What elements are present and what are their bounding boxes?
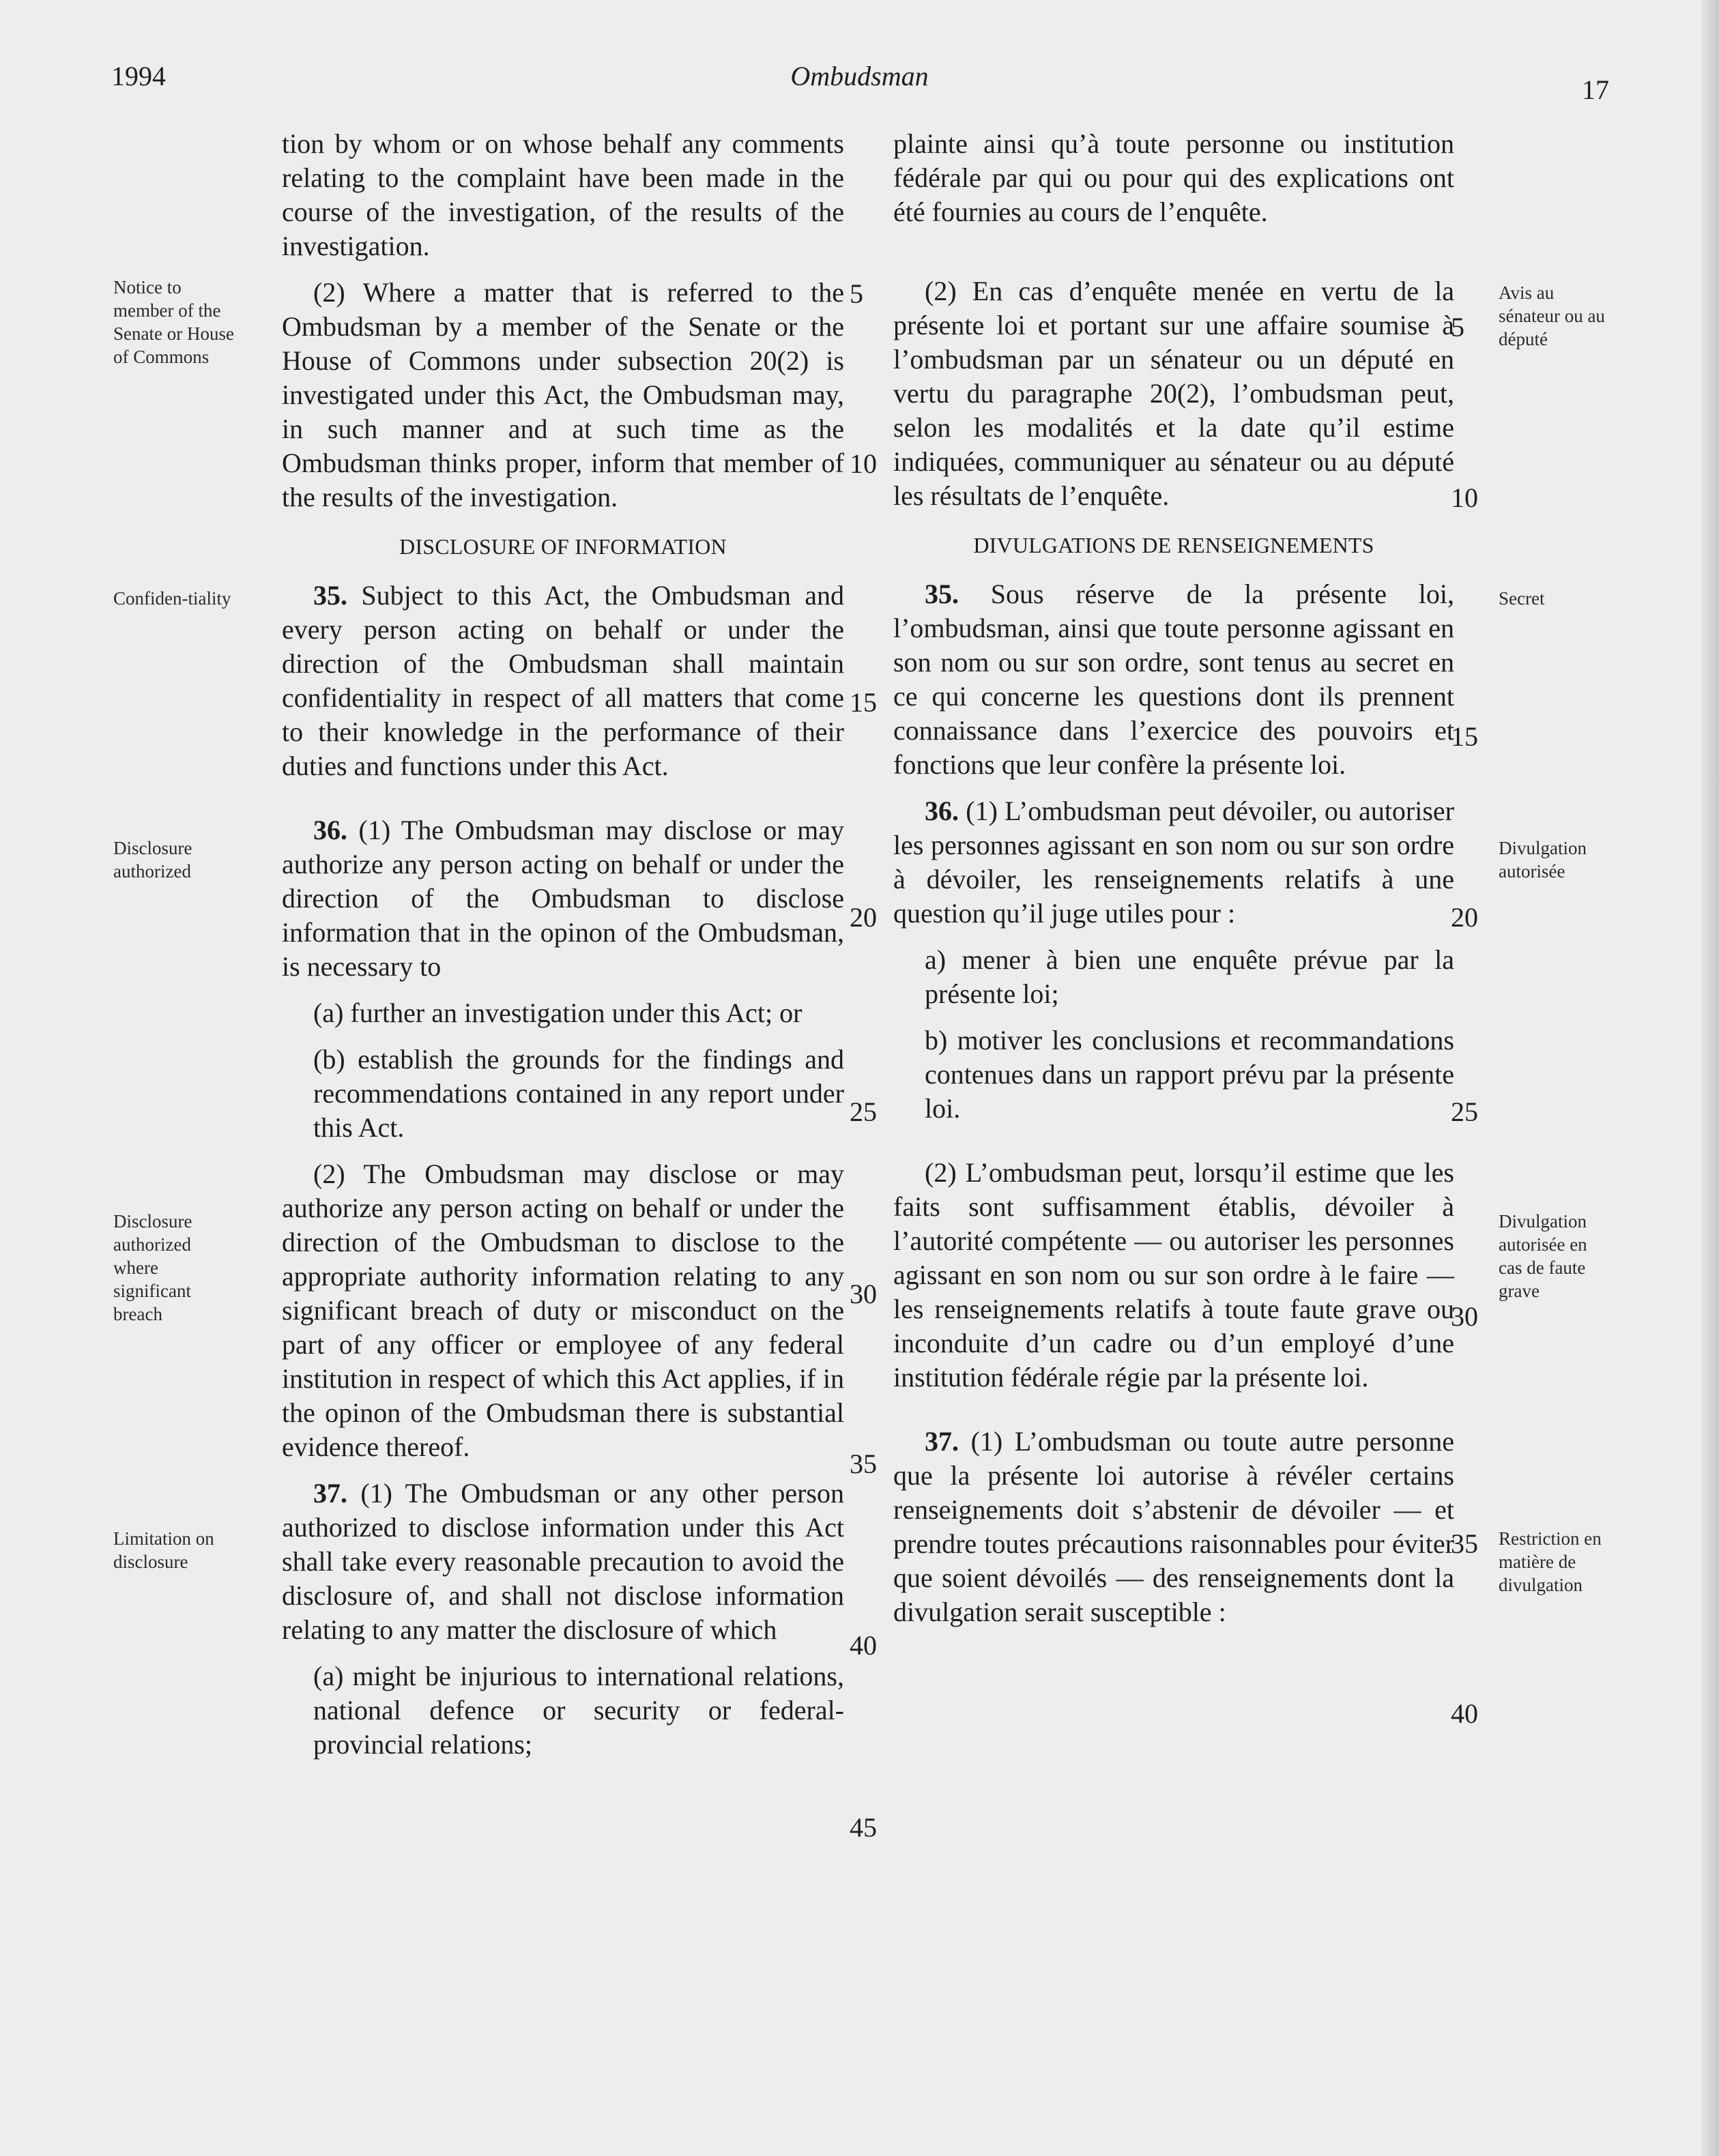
en-section-37-text: (1) The Ombudsman or any other person authorized to disclose information under this Act shall take every reasonable precaution to avoid the disclosure of, and shall not disclose information relating to any matter the disclosure of which — [282, 1478, 844, 1645]
en-line-number: 30 — [850, 1279, 877, 1309]
margin-note-disclosure-authorized: Disclosure authorized — [113, 838, 192, 882]
fr-section-35-text: Sous réserve de la présente loi, l’ombudsman, ainsi que toute personne agissant en son nom ou sur son ordre, sont tenus au secret en ce qui concerne les questions dont ils prennent connaissance dans l’exercice des pouvoirs et fonctions que leur confère la présente loi. — [893, 579, 1454, 780]
margin-note-limitation: Limitation on disclosure — [113, 1528, 214, 1572]
fr-section-37-text: (1) L’ombudsman ou toute autre personne que la présente loi autorise à révéler certains renseignements doit s’abstenir de dévoiler — et prendre toutes précautions raisonnables pour éviter que soient dévoilés — des renseignements dont la divulgation serait susceptible : — [893, 1426, 1454, 1627]
en-line-number: 25 — [850, 1096, 877, 1127]
en-section-36-text: (1) The Ombudsman may disclose or may authorize any person acting on behalf or under the direction of the Ombudsman to disclose information that in the opinon of the Ombudsman, is necessary to — [282, 815, 844, 982]
margin-note-avis: Avis au sénateur ou au député — [1499, 282, 1605, 349]
margin-note-divulgation: Divulgation autorisée — [1499, 838, 1587, 882]
en-subsection-36-2: (2) The Ombudsman may disclose or may authorize any person acting on behalf or under the direction of the Ombudsman to disclose to the appropriate authority information relating to any significant breach of duty or misconduct on the part of any officer or employee of any federal institution in respect of which this Act applies, if in the opinon of the Ombudsman there is substantial evidence thereof. — [282, 1159, 844, 1462]
fr-subsection-36-2: (2) L’ombudsman peut, lorsqu’il estime que les faits sont suffisamment établis, dévoiler à l’autorité compétente — ou autoriser les personnes agissant en son nom ou sur son ordre à le faire — les renseignements relatifs à toute faute grave ou inconduite d’un cadre ou d’un employé d’une institution fédérale régie par la présente loi. — [893, 1157, 1454, 1393]
en-section-36-b: (b) establish the grounds for the findings and recommendations contained in any report under this Act. — [313, 1044, 844, 1143]
page-edge-shadow — [1701, 0, 1719, 2156]
en-section-35-number: 35. — [313, 580, 347, 611]
fr-line-number: 15 — [1451, 721, 1478, 752]
fr-section-36-number: 36. — [925, 796, 959, 826]
en-line-number: 45 — [850, 1812, 877, 1843]
fr-section-36-a: a) mener à bien une enquête prévue par la présente loi; — [925, 944, 1454, 1009]
header-year: 1994 — [111, 61, 166, 91]
en-line-number: 40 — [850, 1630, 877, 1661]
en-line-number: 35 — [850, 1448, 877, 1479]
en-section-37-number: 37. — [313, 1478, 347, 1509]
fr-section-37-number: 37. — [925, 1426, 959, 1457]
margin-note-significant-breach: Disclosure authorized where significant breach — [113, 1211, 192, 1324]
fr-line-number: 20 — [1451, 902, 1478, 933]
en-line-number: 20 — [850, 902, 877, 933]
en-section-36-a: (a) further an investigation under this Act; or — [313, 997, 803, 1028]
en-section-35-text: Subject to this Act, the Ombudsman and every person acting on behalf or under the direction of the Ombudsman shall maintain confidentiality in respect of all matters that come to their knowledge in the performance of their duties and functions under this Act. — [282, 580, 844, 781]
fr-section-36-text: (1) L’ombudsman peut dévoiler, ou autoriser les personnes agissant en son nom ou sur son ordre à dévoiler, les renseignements relatifs à une question qu’il juge utiles pour : — [893, 796, 1454, 929]
margin-note-confidentiality: Confiden-tiality — [113, 588, 231, 609]
fr-paragraph-continuation: plainte ainsi qu’à toute personne ou institution fédérale par qui ou pour qui des explications ont été fournies au cours de l’enquête. — [893, 128, 1454, 227]
fr-section-36 — [893, 794, 1454, 931]
margin-note-faute-grave: Divulgation autorisée en cas de faute grave — [1499, 1211, 1587, 1301]
french-column — [893, 127, 1454, 1642]
fr-section-35-number: 35. — [925, 579, 959, 609]
margin-note-restriction: Restriction en matière de divulgation — [1499, 1528, 1602, 1595]
en-line-number: 5 — [850, 278, 863, 309]
fr-section-37 — [893, 1425, 1454, 1629]
margin-note-secret: Secret — [1499, 588, 1545, 609]
fr-section-36-b: b) motiver les conclusions et recommandations contenues dans un rapport prévu par la présente loi. — [925, 1025, 1454, 1124]
fr-section-35 — [893, 577, 1454, 782]
en-section-36 — [282, 813, 844, 984]
en-section-36-number: 36. — [313, 815, 347, 845]
en-subsection-34-2: (2) Where a matter that is referred to the Ombudsman by a member of the Senate or the House of Commons under subsection 20(2) is investigated under this Act, the Ombudsman may, in such manner and at such time as the Ombudsman thinks proper, inform that member of the results of the investigation. — [282, 277, 844, 512]
en-section-37-a: (a) might be injurious to international relations, national defence or security or federal-provincial relations; — [313, 1661, 844, 1760]
fr-line-number: 25 — [1451, 1096, 1478, 1127]
fr-heading: DIVULGATIONS DE RENSEIGNEMENTS — [973, 533, 1374, 557]
english-column — [282, 127, 844, 1774]
fr-line-number: 40 — [1451, 1698, 1478, 1729]
en-section-37 — [282, 1476, 844, 1647]
en-line-number: 10 — [850, 448, 877, 479]
header-title: Ombudsman — [790, 61, 929, 91]
fr-line-number: 30 — [1451, 1301, 1478, 1332]
en-paragraph-continuation: tion by whom or on whose behalf any comments relating to the complaint have been made in the course of the investigation, of the results of the investigation. — [282, 128, 844, 261]
fr-line-number: 10 — [1451, 482, 1478, 513]
en-section-35 — [282, 579, 844, 783]
en-line-number: 15 — [850, 687, 877, 718]
page-number: 17 — [1582, 74, 1609, 105]
fr-line-number: 35 — [1451, 1528, 1478, 1559]
en-heading: DISCLOSURE OF INFORMATION — [399, 534, 727, 559]
fr-subsection-34-2: (2) En cas d’enquête menée en vertu de la présente loi et portant sur une affaire soumise à l’ombudsman par un sénateur ou un député en vertu du paragraphe 20(2), l’ombudsman peut, selon les modalités et la date qu’il estime indiquées, communiquer au sénateur ou au député les résultats de l’enquête. — [893, 276, 1454, 511]
margin-note-notice: Notice to member of the Senate or House of Commons — [113, 277, 234, 367]
fr-line-number: 5 — [1451, 312, 1464, 343]
